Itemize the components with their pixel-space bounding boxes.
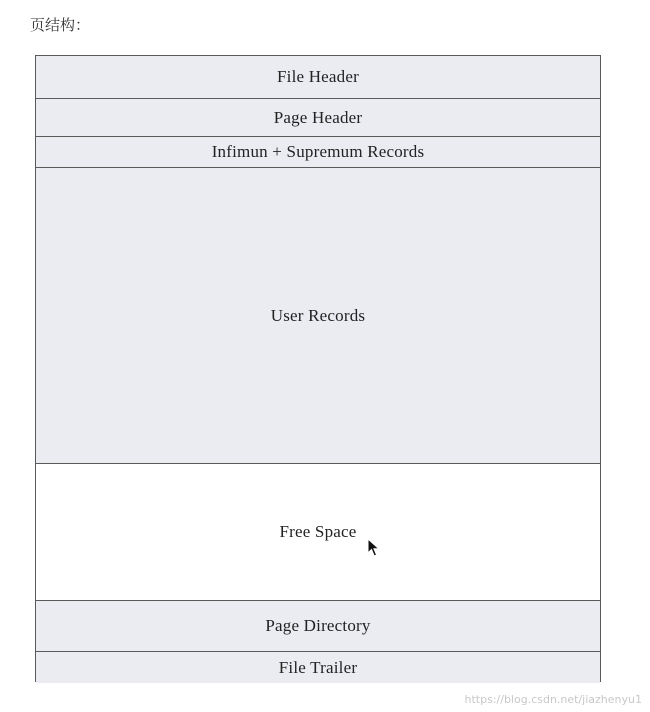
section-label: User Records bbox=[270, 305, 366, 325]
mouse-pointer-icon bbox=[367, 538, 381, 558]
section-page-header bbox=[36, 99, 600, 137]
section-label: Free Space bbox=[279, 522, 357, 541]
section-label: Page Header bbox=[273, 107, 363, 127]
section-file-header bbox=[36, 56, 600, 99]
section-label: File Header bbox=[277, 67, 359, 86]
section-user-records bbox=[36, 168, 600, 464]
watermark: https://blog.csdn.net/jiazhenyu1 bbox=[464, 693, 642, 706]
section-free-space bbox=[36, 464, 600, 601]
section-file-trailer bbox=[36, 652, 600, 683]
page-title: 页结构： bbox=[30, 16, 91, 34]
section-label: File Trailer bbox=[278, 657, 358, 677]
section-infimum-supremum-records bbox=[36, 137, 600, 168]
page-structure-diagram bbox=[35, 55, 601, 682]
section-page-directory bbox=[36, 601, 600, 652]
section-label: Infimun + Supremum Records bbox=[211, 142, 425, 161]
section-label: Page Directory bbox=[265, 616, 371, 635]
